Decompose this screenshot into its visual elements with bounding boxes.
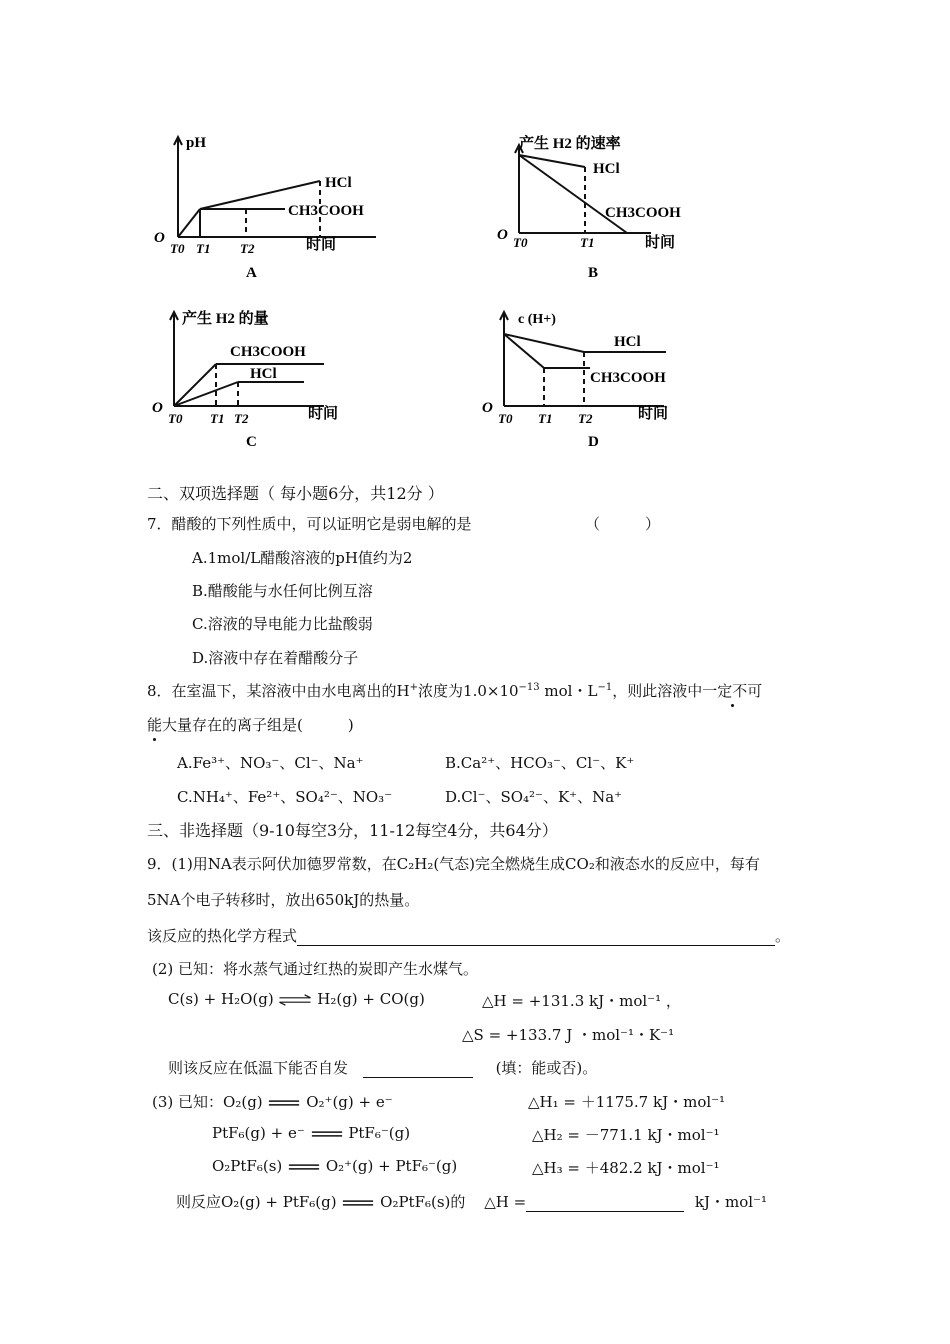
graph-b-tick-t0: T0 [513, 235, 528, 250]
q7-stem: 7．醋酸的下列性质中，可以证明它是弱电解的是 [147, 515, 472, 533]
q7-answer-bracket[interactable]: （ ） [585, 515, 661, 533]
q8-line-2 [147, 714, 354, 735]
q9-p3-q-dh: △H = [484, 1193, 527, 1211]
graph-d-xlabel: 时间 [638, 406, 669, 422]
q9-p2-equation [168, 990, 425, 1008]
q8-line1-post: ，则此溶液中 [612, 682, 703, 700]
graph-c-series-ch3cooh: CH3COOH [230, 344, 306, 360]
q9-p3-r3-dh: △H₃ = ＋482.2 kJ・mol⁻¹ [532, 1159, 720, 1177]
graph-d-origin: O [482, 400, 493, 416]
q9-p2-delta-s: △S = +133.7 J ・mol⁻¹・K⁻¹ [462, 1026, 675, 1044]
graph-b-xlabel: 时间 [645, 235, 676, 251]
graph-d-ylabel: c (H+) [518, 312, 556, 327]
graph-c-ylabel: 产生 H2 的量 [182, 311, 269, 327]
graph-a-tick-t1: T1 [196, 241, 211, 256]
q9-p3-row1 [152, 1091, 393, 1112]
graph-d-tick-t1: T1 [538, 411, 553, 426]
graph-d [478, 300, 738, 460]
q8-line1-unit: mol・L [539, 682, 598, 700]
q9-p3-r2-right: PtF₆⁻(g) [348, 1124, 411, 1142]
q9-p2-answer-blank[interactable] [363, 1059, 473, 1078]
graph-a-tick-t2: T2 [240, 241, 255, 256]
q8-option-c: C.NH₄⁺、Fe²⁺、SO₄²⁻、NO₃⁻ [177, 788, 393, 806]
q9-p3-answer-blank[interactable] [526, 1193, 684, 1212]
graph-d-series-ch3cooh: CH3COOH [590, 370, 666, 386]
q8-emphasis-1: 一定不可 [702, 682, 763, 700]
q9-p3-r1-left: O₂(g) [223, 1093, 263, 1111]
graph-d-tick-t0: T0 [498, 411, 513, 426]
graph-c-origin: O [152, 400, 163, 416]
q8-option-d: D.Cl⁻、SO₄²⁻、K⁺、Na⁺ [445, 788, 623, 806]
q9-p1-line1: 9．(1)用NA表示阿伏加德罗常数，在C₂H₂(气态)完全燃烧生成CO₂和液态水的反应中，每有 [147, 855, 760, 873]
graph-a-ylabel: pH [186, 135, 207, 151]
graph-a [140, 125, 420, 285]
q9-p2-question-text: 则该反应在低温下能否自发 [168, 1059, 349, 1077]
graph-b [495, 125, 755, 285]
q8-line1-pre: 8．在室温下，某溶液中由水电离出的H [147, 682, 410, 700]
section-3-heading: 三、非选择题（9-10每空3分，11-12每空4分，共64分） [147, 821, 558, 840]
q9-p1-prompt: 该反应的热化学方程式 [147, 927, 298, 945]
graph-b-tick-t1: T1 [580, 235, 595, 250]
graph-b-series-hcl: HCl [593, 161, 620, 177]
q7-option-c: C.溶液的导电能力比盐酸弱 [192, 615, 373, 633]
q7-option-b: B.醋酸能与水任何比例互溶 [192, 582, 373, 600]
graph-b-origin: O [497, 227, 508, 243]
graph-c-caption: C [246, 434, 257, 450]
q9-p3-r2-dh: △H₂ = －771.1 kJ・mol⁻¹ [532, 1126, 720, 1144]
q8-line2-post: 大量存在的离子组是( ) [162, 716, 354, 734]
graph-d-series-hcl: HCl [614, 334, 641, 350]
q9-p3-row3 [212, 1157, 457, 1175]
q8-option-b: B.Ca²⁺、HCO₃⁻、Cl⁻、K⁺ [445, 754, 635, 772]
equals-arrow-icon [287, 1162, 321, 1172]
q7-option-a: A.1mol/L醋酸溶液的pH值约为2 [192, 549, 413, 567]
graph-a-caption: A [246, 265, 257, 281]
q9-p3-row2 [212, 1124, 410, 1142]
graph-a-xlabel: 时间 [306, 237, 337, 253]
equals-arrow-icon [310, 1129, 344, 1139]
q9-p3-q-right: O₂PtF₆(s)的 [380, 1193, 466, 1211]
q9-p1-answer-blank[interactable] [297, 927, 775, 946]
graph-d-caption: D [588, 434, 599, 450]
q9-p2-delta-h: △H = +131.3 kJ・mol⁻¹ ， [482, 992, 681, 1010]
graph-c-series-hcl: HCl [250, 366, 277, 382]
q8-emphasis-2: 能 [147, 716, 163, 734]
q9-p2-eq-right: H₂(g) + CO(g) [317, 990, 425, 1008]
q9-p1-end: 。 [775, 927, 791, 945]
q9-p3-r3-right: O₂⁺(g) + PtF₆⁻(g) [325, 1157, 458, 1175]
graph-c [148, 300, 388, 460]
q9-p3-r1-right: O₂⁺(g) + e⁻ [306, 1093, 393, 1111]
q9-p2-line1: (2) 已知：将水蒸气通过红热的炭即产生水煤气。 [152, 960, 479, 978]
graph-b-series-ch3cooh: CH3COOH [605, 205, 681, 221]
graph-c-xlabel: 时间 [308, 406, 339, 422]
graph-a-series-ch3cooh: CH3COOH [288, 203, 364, 219]
q7-option-d: D.溶液中存在着醋酸分子 [192, 649, 359, 667]
graph-b-caption: B [588, 265, 599, 281]
q9-p3-q-left: 则反应O₂(g) + PtF₆(g) [176, 1193, 337, 1211]
graph-d-tick-t2: T2 [578, 411, 593, 426]
q9-p1-line3 [147, 925, 790, 946]
graph-b-ylabel: 产生 H2 的速率 [519, 136, 621, 152]
graph-c-tick-t0: T0 [168, 411, 183, 426]
graph-c-tick-t2: T2 [234, 411, 249, 426]
equals-arrow-icon [267, 1098, 301, 1108]
q9-p2-eq-left: C(s) + H₂O(g) [168, 990, 274, 1008]
q8-line1-mid: 浓度为1.0×10 [418, 682, 519, 700]
section-2-heading: 二、双项选择题（ 每小题6分，共12分 ） [147, 484, 444, 503]
graph-a-tick-t0: T0 [170, 241, 185, 256]
equilibrium-arrow-icon [278, 993, 312, 1007]
q9-p3-r2-left: PtF₆(g) + e⁻ [212, 1124, 305, 1142]
q9-p3-r3-left: O₂PtF₆(s) [212, 1157, 283, 1175]
equals-arrow-icon [341, 1198, 375, 1208]
graph-c-tick-t1: T1 [210, 411, 225, 426]
q8-option-a: A.Fe³⁺、NO₃⁻、Cl⁻、Na⁺ [177, 754, 364, 772]
q9-p1-line2: 5NA个电子转移时，放出650kJ的热量。 [147, 891, 420, 909]
q9-p2-hint: (填：能或否)。 [495, 1059, 598, 1077]
q9-p3-r1-dh: △H₁ = ＋1175.7 kJ・mol⁻¹ [528, 1093, 726, 1111]
q9-p3-label: (3) 已知： [152, 1093, 224, 1111]
q9-p3-question [176, 1191, 767, 1212]
q9-p3-q-unit: kJ・mol⁻¹ [694, 1193, 768, 1211]
graph-a-series-hcl: HCl [325, 175, 352, 191]
q9-p2-question [168, 1057, 597, 1078]
graph-a-origin: O [154, 230, 165, 246]
q8-line-1: 8．在室温下，某溶液中由水电离出的H+浓度为$1.0\times 10^{-13}$ mol・$L^{-1}$，则此溶液中一定不可 [147, 682, 763, 700]
